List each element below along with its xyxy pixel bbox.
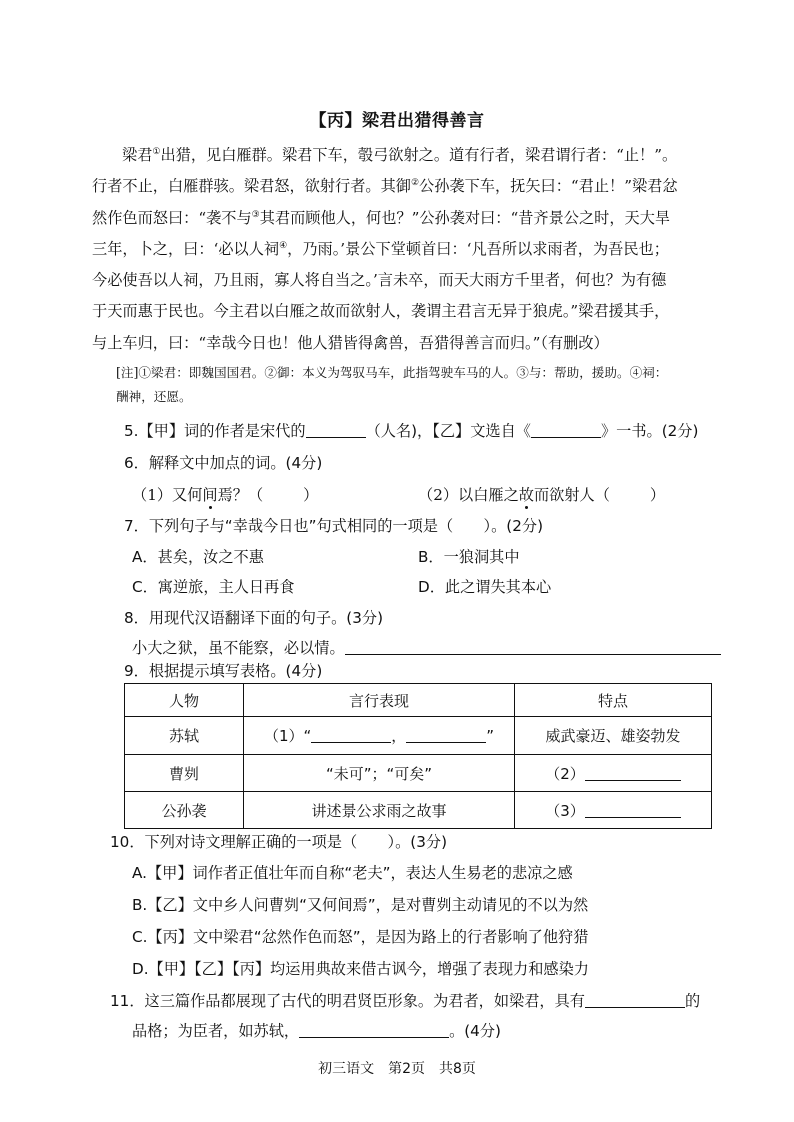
q6-item-2-text-b: 而欲射人（: [533, 486, 610, 504]
q6-item-1-text: （1）又何: [132, 486, 203, 504]
q11-blank-1[interactable]: [585, 1007, 685, 1008]
q9-table: [124, 683, 712, 829]
question-7: 7．下列句子与“幸哉今日也”句式相同的一项是（ ）。(2分): [124, 517, 543, 535]
passage-line: [92, 296, 722, 327]
q7-option-b[interactable]: B．一狼洞其中: [418, 548, 520, 566]
table-cell-trait: [515, 792, 712, 829]
q11-text-b: 的: [684, 992, 701, 1010]
passage-text: 于天而惠于民也。今主君以白雁之故而欲射人，袭谓主君言无异于狼虎。”梁君援其手，: [92, 302, 670, 321]
table-header-behavior: 言行表现: [244, 684, 515, 717]
footnote-marker: ②: [410, 178, 420, 189]
question-11: [110, 990, 700, 1011]
note-line: [注]①梁君：即魏国国君。②御：本义为驾驭马车，此指驾驶车马的人。③与：帮助，援助。④祠：: [116, 365, 668, 380]
table-row: [125, 792, 712, 829]
passage-line: [92, 234, 722, 265]
q6-item-2-close: ）: [649, 486, 666, 504]
table-cell-person: 曹刿: [125, 755, 244, 792]
passage-line: [92, 203, 722, 234]
q6-item-1-text-b: 焉？（: [217, 486, 264, 504]
table-cell-text: （1）“: [263, 727, 312, 745]
passage-text: ，乃雨。’景公下堂顿首曰：‘凡吾所以求雨者，为吾民也；: [287, 239, 669, 258]
passage-text: 三年，卜之，曰：‘必以人祠: [92, 239, 280, 258]
question-5: [124, 420, 698, 441]
table-row: [125, 717, 712, 755]
question-10: 10．下列对诗文理解正确的一项是（ ）。(3分): [110, 833, 447, 851]
q6-item-2-dotted-word: 故: [518, 486, 534, 504]
q5-text-a: 5.【甲】词的作者是宋代的: [124, 422, 306, 440]
footnote-marker: ①: [152, 146, 161, 157]
question-8: 8．用现代汉语翻译下面的句子。(3分): [124, 609, 383, 627]
table-cell-person: 苏轼: [125, 717, 244, 755]
passage-text: 公孙袭下车，抚矢曰：“君止！”梁君忿: [419, 177, 678, 196]
table-header-trait: 特点: [515, 684, 712, 717]
q8-answer-line[interactable]: [345, 654, 721, 655]
q8-sentence-text: 小大之狱，虽不能察，必以情。: [132, 639, 345, 657]
footnote-marker: ④: [279, 240, 288, 251]
q7-option-a[interactable]: A．甚矣，汝之不惠: [132, 548, 264, 566]
passage-line: [92, 171, 722, 202]
passage-text: 其君而顾他人，何也？”公孙袭对曰：“昔齐景公之时，天大旱: [259, 208, 671, 227]
q11-text-c: 品格；为臣者，如苏轼，: [132, 1022, 300, 1040]
table-blank-1[interactable]: [311, 742, 391, 743]
q6-item-1-dotted-word: 间: [202, 486, 218, 504]
table-blank-3[interactable]: [585, 780, 681, 781]
passage-text: 然作色而怒曰：“袭不与: [92, 208, 252, 227]
table-row: [125, 755, 712, 792]
table-blank-4[interactable]: [585, 817, 681, 818]
table-cell-label: （2）: [545, 764, 585, 783]
table-cell-quote: ”: [486, 727, 495, 745]
table-header-row: [125, 684, 712, 717]
question-9: 9．根据提示填写表格。(4分): [124, 662, 323, 680]
q8-sentence: [132, 637, 721, 658]
table-cell-comma: ，: [391, 727, 407, 745]
table-cell-behavior: 讲述景公求雨之故事: [244, 792, 515, 829]
table-cell-trait: 威武豪迈、雄姿勃发: [515, 717, 712, 755]
q7-option-d[interactable]: D．此之谓失其本心: [418, 578, 552, 596]
q6-item-2-text: （2）以白雁之: [418, 486, 519, 504]
q5-text-c: 》一书。(2分): [600, 422, 699, 440]
page-footer: 初三语文 第2页 共8页: [318, 1061, 476, 1077]
passage-text: 行者不止，白雁群骇。梁君怒，欲射行者。其御: [92, 177, 411, 196]
passage-text: 与上车归，曰：“幸哉今日也！他人猎皆得禽兽，吾猎得善言而归。”（有删改）: [92, 333, 609, 352]
q6-item-1-close: ）: [303, 486, 319, 504]
q10-option-a[interactable]: A.【甲】词作者正值壮年而自称“老夫”，表达人生易老的悲凉之感: [132, 864, 573, 882]
q11-text-d: 。(4分): [449, 1022, 501, 1040]
q7-option-c[interactable]: C．寓逆旅，主人日再食: [132, 578, 295, 596]
passage-line: [92, 140, 722, 171]
passage-text: 梁君: [122, 146, 153, 164]
q10-option-b[interactable]: B.【乙】文中乡人问曹刿“又何间焉”，是对曹刿主动请见的不以为然: [132, 896, 589, 914]
passage-line: [92, 328, 722, 359]
q5-text-b: （人名)，【乙】文选自《: [365, 422, 531, 440]
question-11-line-2: [132, 1020, 501, 1041]
q10-option-c[interactable]: C.【丙】文中梁君“忿然作色而怒”，是因为路上的行者影响了他狩猎: [132, 928, 589, 946]
table-cell-person: 公孙袭: [125, 792, 244, 829]
passage-text: 今必使吾以人祠，乃且雨，寡人将自当之。’言未卒，而天大雨方千里者，何也？为有德: [92, 271, 667, 290]
q6-item-1: [132, 484, 318, 505]
q10-option-d[interactable]: D.【甲】【乙】【丙】均运用典故来借古讽今，增强了表现力和感染力: [132, 960, 589, 978]
passage-line: [92, 265, 722, 296]
passage-title: 【丙】梁君出猎得善言: [309, 111, 485, 131]
table-cell-label: （3）: [545, 801, 585, 820]
q6-item-2: [418, 484, 665, 505]
table-cell-behavior: “未可”；“可矣”: [244, 755, 515, 792]
table-cell-trait: [515, 755, 712, 792]
q11-text-a: 11．这三篇作品都展现了古代的明君贤臣形象。为君者，如梁君，具有: [110, 992, 585, 1010]
q11-blank-2[interactable]: [299, 1037, 449, 1038]
annotation-notes: [116, 361, 716, 409]
note-line: 酬神，还愿。: [116, 389, 192, 404]
passage-text: 出猎，见白雁群。梁君下车，彀弓欲射之。道有行者，梁君谓行者：“止！”。: [160, 146, 678, 164]
q5-blank-book[interactable]: [531, 437, 601, 438]
table-blank-2[interactable]: [406, 742, 486, 743]
footnote-marker: ③: [251, 209, 260, 220]
question-6: 6．解释文中加点的词。(4分): [124, 454, 323, 472]
classical-passage: [92, 140, 722, 359]
table-header-person: 人物: [125, 684, 244, 717]
table-cell-behavior: [244, 717, 515, 755]
q5-blank-author[interactable]: [306, 437, 366, 438]
